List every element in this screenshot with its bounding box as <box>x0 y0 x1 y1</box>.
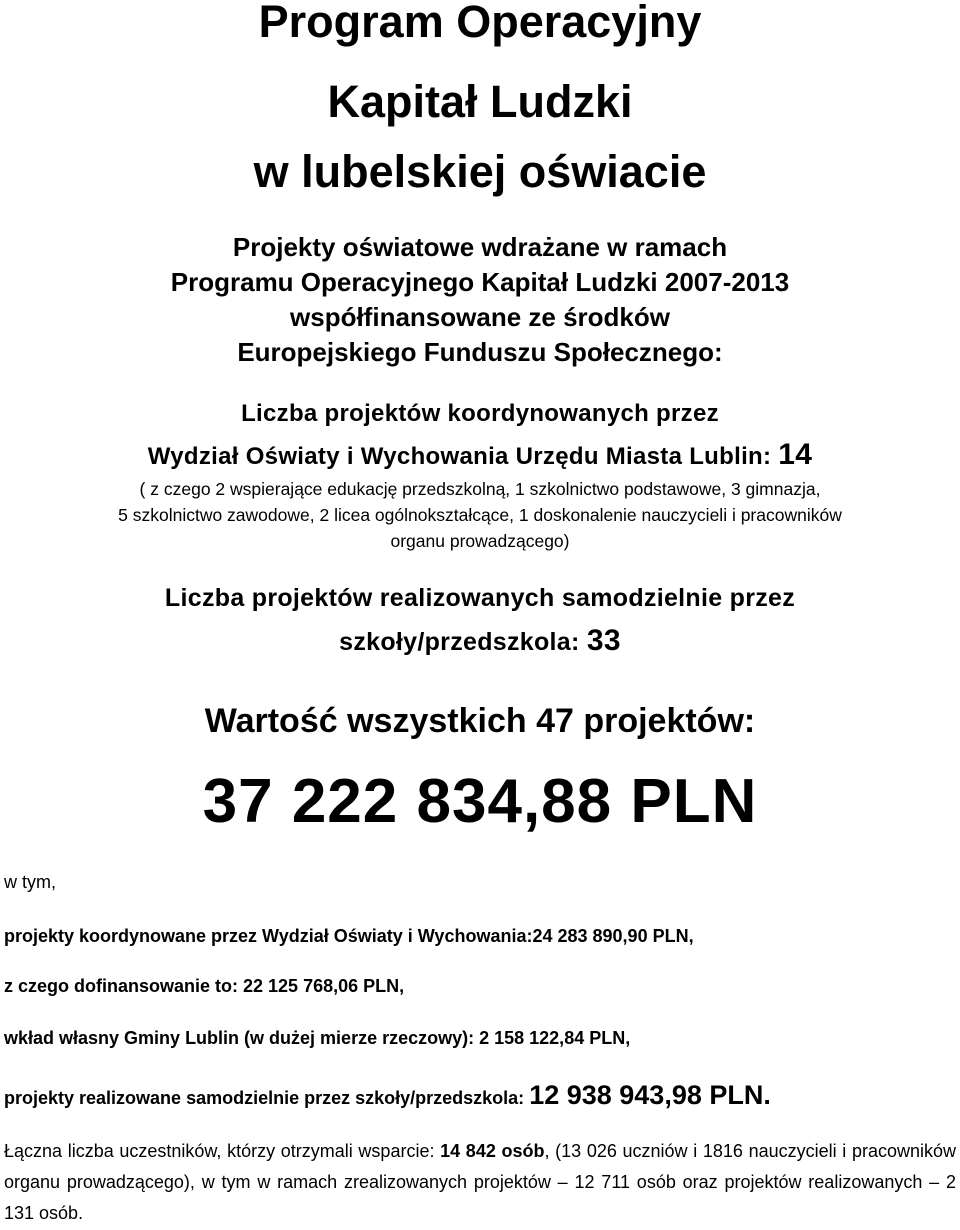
self-run-value: 12 938 943,98 PLN. <box>529 1080 771 1110</box>
self-run-value-line <box>4 1080 771 1111</box>
self-run-heading-2 <box>0 624 960 658</box>
participants-rest: , (13 026 uczniów i 1816 nauczycieli i pracowników organu prowadzącego), w tym w ramach zrealizowanych projektów – 12 711 osób oraz projektów realizowanych – 2 131 osób. <box>4 1141 956 1223</box>
subtitle-block <box>0 230 960 370</box>
coordinated-heading-2 <box>0 438 960 472</box>
total-label: Wartość wszystkich 47 projektów: <box>204 702 756 740</box>
coordinated-heading-1: Liczba projektów koordynowanych przez <box>241 400 719 427</box>
own-contribution-line <box>4 1028 630 1049</box>
cofinancing-value: 22 125 768,06 PLN <box>243 976 400 996</box>
subtitle-line-2: Programu Operacyjnego Kapitał Ludzki 2007-2013 <box>170 267 790 297</box>
coordinated-detail-line-1: ( z czego 2 wspierające edukację przedszkolną, 1 szkolnictwo podstawowe, 3 gimnazja, <box>139 479 821 499</box>
cofinancing-tail: , <box>399 976 405 996</box>
participants-total: 14 842 osób <box>440 1141 545 1161</box>
own-contribution-tail: , <box>625 1028 631 1048</box>
cofinancing-line <box>4 976 404 997</box>
subtitle-line-3: współfinansowane ze środków <box>290 302 670 332</box>
self-run-heading-1: Liczba projektów realizowanych samodzielnie przez <box>164 584 796 612</box>
breakdown-intro: w tym, <box>4 872 56 892</box>
coordinated-detail-line-3: organu prowadzącego) <box>390 531 570 551</box>
subtitle-line-4: Europejskiego Funduszu Społecznego: <box>237 337 723 367</box>
coordinated-value-line <box>4 926 694 947</box>
coordinated-detail <box>0 476 960 554</box>
coordinated-count: 14 <box>778 438 813 471</box>
participants-lead: Łączna liczba uczestników, którzy otrzymali wsparcie: <box>4 1141 441 1161</box>
title-line-3: w lubelskiej oświacie <box>253 146 707 197</box>
self-run-heading-text: szkoły/przedszkola: <box>339 628 587 656</box>
coordinated-heading-text: Wydział Oświaty i Wychowania Urzędu Miasta Lublin: <box>147 443 779 470</box>
cofinancing-label: z czego dofinansowanie to: <box>4 976 244 996</box>
self-run-count: 33 <box>586 624 621 657</box>
title-line-2: Kapitał Ludzki <box>327 76 633 127</box>
total-value: 37 222 834,88 PLN <box>202 767 758 836</box>
participants-paragraph <box>4 1136 956 1229</box>
title-line-1: Program Operacyjny <box>258 0 702 47</box>
subtitle-line-1: Projekty oświatowe wdrażane w ramach <box>232 232 728 262</box>
coordinated-value-label: projekty koordynowane przez Wydział Oświaty i Wychowania: <box>4 926 533 946</box>
own-contribution-label: wkład własny Gminy Lublin (w dużej mierze rzeczowy): <box>4 1028 480 1048</box>
self-run-value-label: projekty realizowane samodzielnie przez szkoły/przedszkola: <box>4 1088 530 1108</box>
coordinated-detail-line-2: 5 szkolnictwo zawodowe, 2 licea ogólnokształcące, 1 doskonalenie nauczycieli i pracowników <box>118 505 842 525</box>
own-contribution-value: 2 158 122,84 PLN <box>479 1028 626 1048</box>
coordinated-value: 24 283 890,90 PLN, <box>532 926 694 946</box>
